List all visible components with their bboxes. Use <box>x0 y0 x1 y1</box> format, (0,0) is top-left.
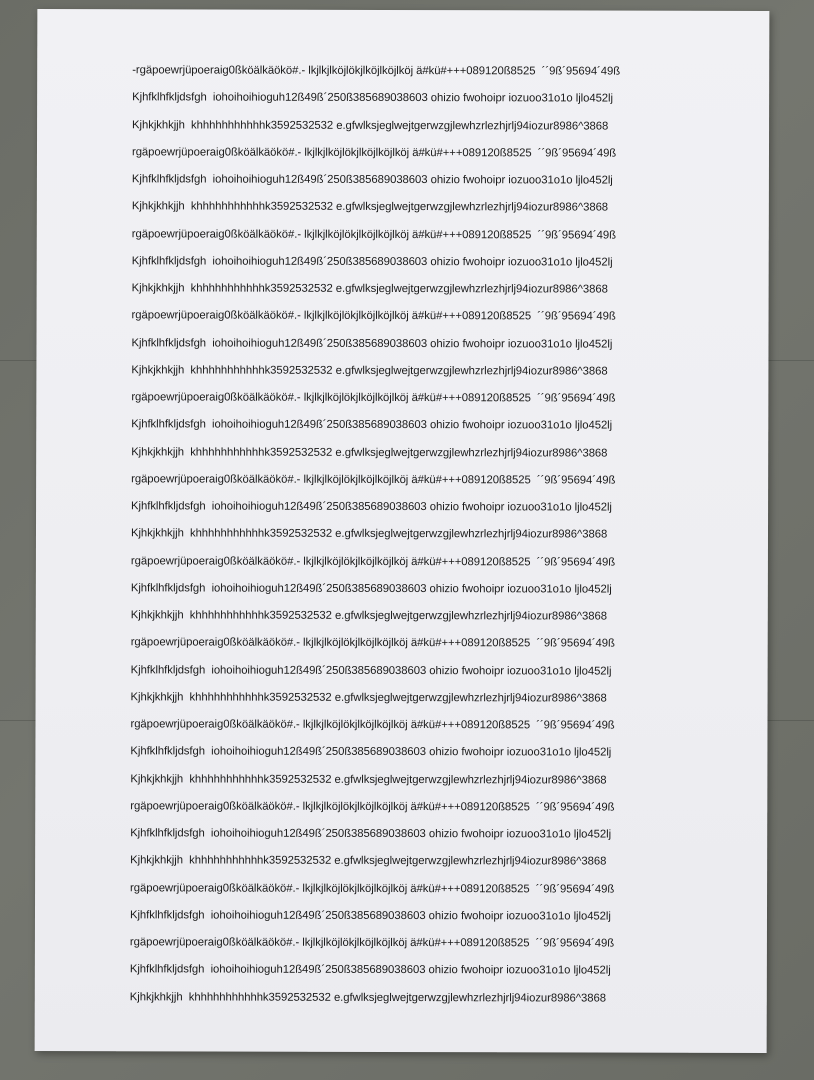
text-line: Kjhkjkhkjjh khhhhhhhhhhhk3592532532 e.gfwlksjeglwejtgerwzgjlewhzrlezhjrlj94iozur8986^3868 <box>130 772 607 787</box>
text-line: Kjhfklhfkljdsfgh iohoihoihioguh12ß49ß´250ß385689038603 ohizio fwohoipr iozuoo31o1o ljlo452lj <box>131 500 612 514</box>
text-line: Kjhkjkhkjjh khhhhhhhhhhhk3592532532 e.gfwlksjeglwejtgerwzgjlewhzrlezhjrlj94iozur8986^3868 <box>131 445 608 460</box>
text-line: Kjhkjkhkjjh khhhhhhhhhhhk3592532532 e.gfwlksjeglwejtgerwzgjlewhzrlezhjrlj94iozur8986^3868 <box>131 200 609 214</box>
printed-page <box>35 9 770 1053</box>
text-line: Kjhfklhfkljdsfgh iohoihoihioguh12ß49ß´250ß385689038603 ohizio fwohoipr iozuoo31o1o ljlo452lj <box>129 909 611 923</box>
text-line: Kjhfklhfkljdsfgh iohoihoihioguh12ß49ß´250ß385689038603 ohizio fwohoipr iozuoo31o1o ljlo452lj <box>130 827 612 841</box>
text-line: rgäpoewrjüpoeraig0ßköälkäökö#.- lkjlkjlköjlökjlköjlköjlköj ä#kü#+++089120ß8525 ´´9ß´95694´49ß <box>131 146 617 160</box>
text-line: Kjhfklhfkljdsfgh iohoihoihioguh12ß49ß´250ß385689038603 ohizio fwohoipr iozuoo31o1o ljlo452lj <box>130 582 612 596</box>
text-line: Kjhkjkhkjjh khhhhhhhhhhhk3592532532 e.gfwlksjeglwejtgerwzgjlewhzrlezhjrlj94iozur8986^3868 <box>129 990 607 1005</box>
text-line: rgäpoewrjüpoeraig0ßköälkäökö#.- lkjlkjlköjlökjlköjlköjlköj ä#kü#+++089120ß8525 ´´9ß´95694´49ß <box>131 309 616 323</box>
text-line: Kjhfklhfkljdsfgh iohoihoihioguh12ß49ß´250ß385689038603 ohizio fwohoipr iozuoo31o1o ljlo452lj <box>131 173 613 187</box>
text-line: Kjhfklhfkljdsfgh iohoihoihioguh12ß49ß´250ß385689038603 ohizio fwohoipr iozuoo31o1o ljlo452lj <box>131 418 613 432</box>
text-line: Kjhkjkhkjjh khhhhhhhhhhhk3592532532 e.gfwlksjeglwejtgerwzgjlewhzrlezhjrlj94iozur8986^3868 <box>130 691 607 705</box>
text-line: Kjhkjkhkjjh khhhhhhhhhhhk3592532532 e.gfwlksjeglwejtgerwzgjlewhzrlezhjrlj94iozur8986^3868 <box>130 609 608 623</box>
text-line: rgäpoewrjüpoeraig0ßköälkäökö#.- lkjlkjlköjlökjlköjlköjlköj ä#kü#+++089120ß8525 ´´9ß´95694´49ß <box>130 800 615 814</box>
text-line: Kjhkjkhkjjh khhhhhhhhhhhk3592532532 e.gfwlksjeglwejtgerwzgjlewhzrlezhjrlj94iozur8986^3868 <box>130 527 608 541</box>
text-line: Kjhfklhfkljdsfgh iohoihoihioguh12ß49ß´250ß385689038603 ohizio fwohoipr iozuoo31o1o ljlo452lj <box>131 255 613 269</box>
text-line: Kjhkjkhkjjh khhhhhhhhhhhk3592532532 e.gfwlksjeglwejtgerwzgjlewhzrlezhjrlj94iozur8986^3868 <box>130 854 607 868</box>
text-line: rgäpoewrjüpoeraig0ßköälkäökö#.- lkjlkjlköjlökjlköjlköjlköj ä#kü#+++089120ß8525 ´´9ß´95694´49ß <box>131 391 616 405</box>
text-line: Kjhfklhfkljdsfgh iohoihoihioguh12ß49ß´250ß385689038603 ohizio fwohoipr iozuoo31o1o ljlo452lj <box>132 91 613 105</box>
text-line: rgäpoewrjüpoeraig0ßköälkäökö#.- lkjlkjlköjlökjlköjlköjlköj ä#kü#+++089120ß8525 ´´9ß´95694´49ß <box>130 554 616 569</box>
text-line: rgäpoewrjüpoeraig0ßköälkäökö#.- lkjlkjlköjlökjlköjlköjlköj ä#kü#+++089120ß8525 ´´9ß´95694´49ß <box>129 936 615 950</box>
text-line: rgäpoewrjüpoeraig0ßköälkäökö#.- lkjlkjlköjlökjlköjlköjlköj ä#kü#+++089120ß8525 ´´9ß´95694´49ß <box>131 473 616 487</box>
text-line: rgäpoewrjüpoeraig0ßköälkäökö#.- lkjlkjlköjlökjlköjlköjlköj ä#kü#+++089120ß8525 ´´9ß´95694´49ß <box>130 881 615 896</box>
text-line: Kjhfklhfkljdsfgh iohoihoihioguh12ß49ß´250ß385689038603 ohizio fwohoipr iozuoo31o1o ljlo452lj <box>130 663 612 678</box>
text-line: rgäpoewrjüpoeraig0ßköälkäökö#.- lkjlkjlköjlökjlköjlköjlköj ä#kü#+++089120ß8525 ´´9ß´95694´49ß <box>130 718 615 732</box>
text-lines <box>130 57 752 1012</box>
text-line: Kjhfklhfkljdsfgh iohoihoihioguh12ß49ß´250ß385689038603 ohizio fwohoipr iozuoo31o1o ljlo452lj <box>131 336 613 351</box>
text-line: rgäpoewrjüpoeraig0ßköälkäökö#.- lkjlkjlköjlökjlköjlköjlköj ä#kü#+++089120ß8525 ´´9ß´95694´49ß <box>130 636 615 650</box>
text-line: Kjhkjkhkjjh khhhhhhhhhhhk3592532532 e.gfwlksjeglwejtgerwzgjlewhzrlezhjrlj94iozur8986^3868 <box>131 364 608 378</box>
text-line: -rgäpoewrjüpoeraig0ßköälkäökö#.- lkjlkjlköjlökjlköjlköjlköj ä#kü#+++089120ß8525 ´´9ß´95694´49ß <box>132 64 621 78</box>
text-line: rgäpoewrjüpoeraig0ßköälkäökö#.- lkjlkjlköjlökjlköjlköjlköj ä#kü#+++089120ß8525 ´´9ß´95694´49ß <box>131 227 616 242</box>
text-line: Kjhkjkhkjjh khhhhhhhhhhhk3592532532 e.gfwlksjeglwejtgerwzgjlewhzrlezhjrlj94iozur8986^3868 <box>132 118 609 133</box>
text-line: Kjhfklhfkljdsfgh iohoihoihioguh12ß49ß´250ß385689038603 ohizio fwohoipr iozuoo31o1o ljlo452lj <box>129 963 611 977</box>
text-line: Kjhfklhfkljdsfgh iohoihoihioguh12ß49ß´250ß385689038603 ohizio fwohoipr iozuoo31o1o ljlo452lj <box>130 745 612 759</box>
text-line: Kjhkjkhkjjh khhhhhhhhhhhk3592532532 e.gfwlksjeglwejtgerwzgjlewhzrlezhjrlj94iozur8986^3868 <box>131 282 608 296</box>
